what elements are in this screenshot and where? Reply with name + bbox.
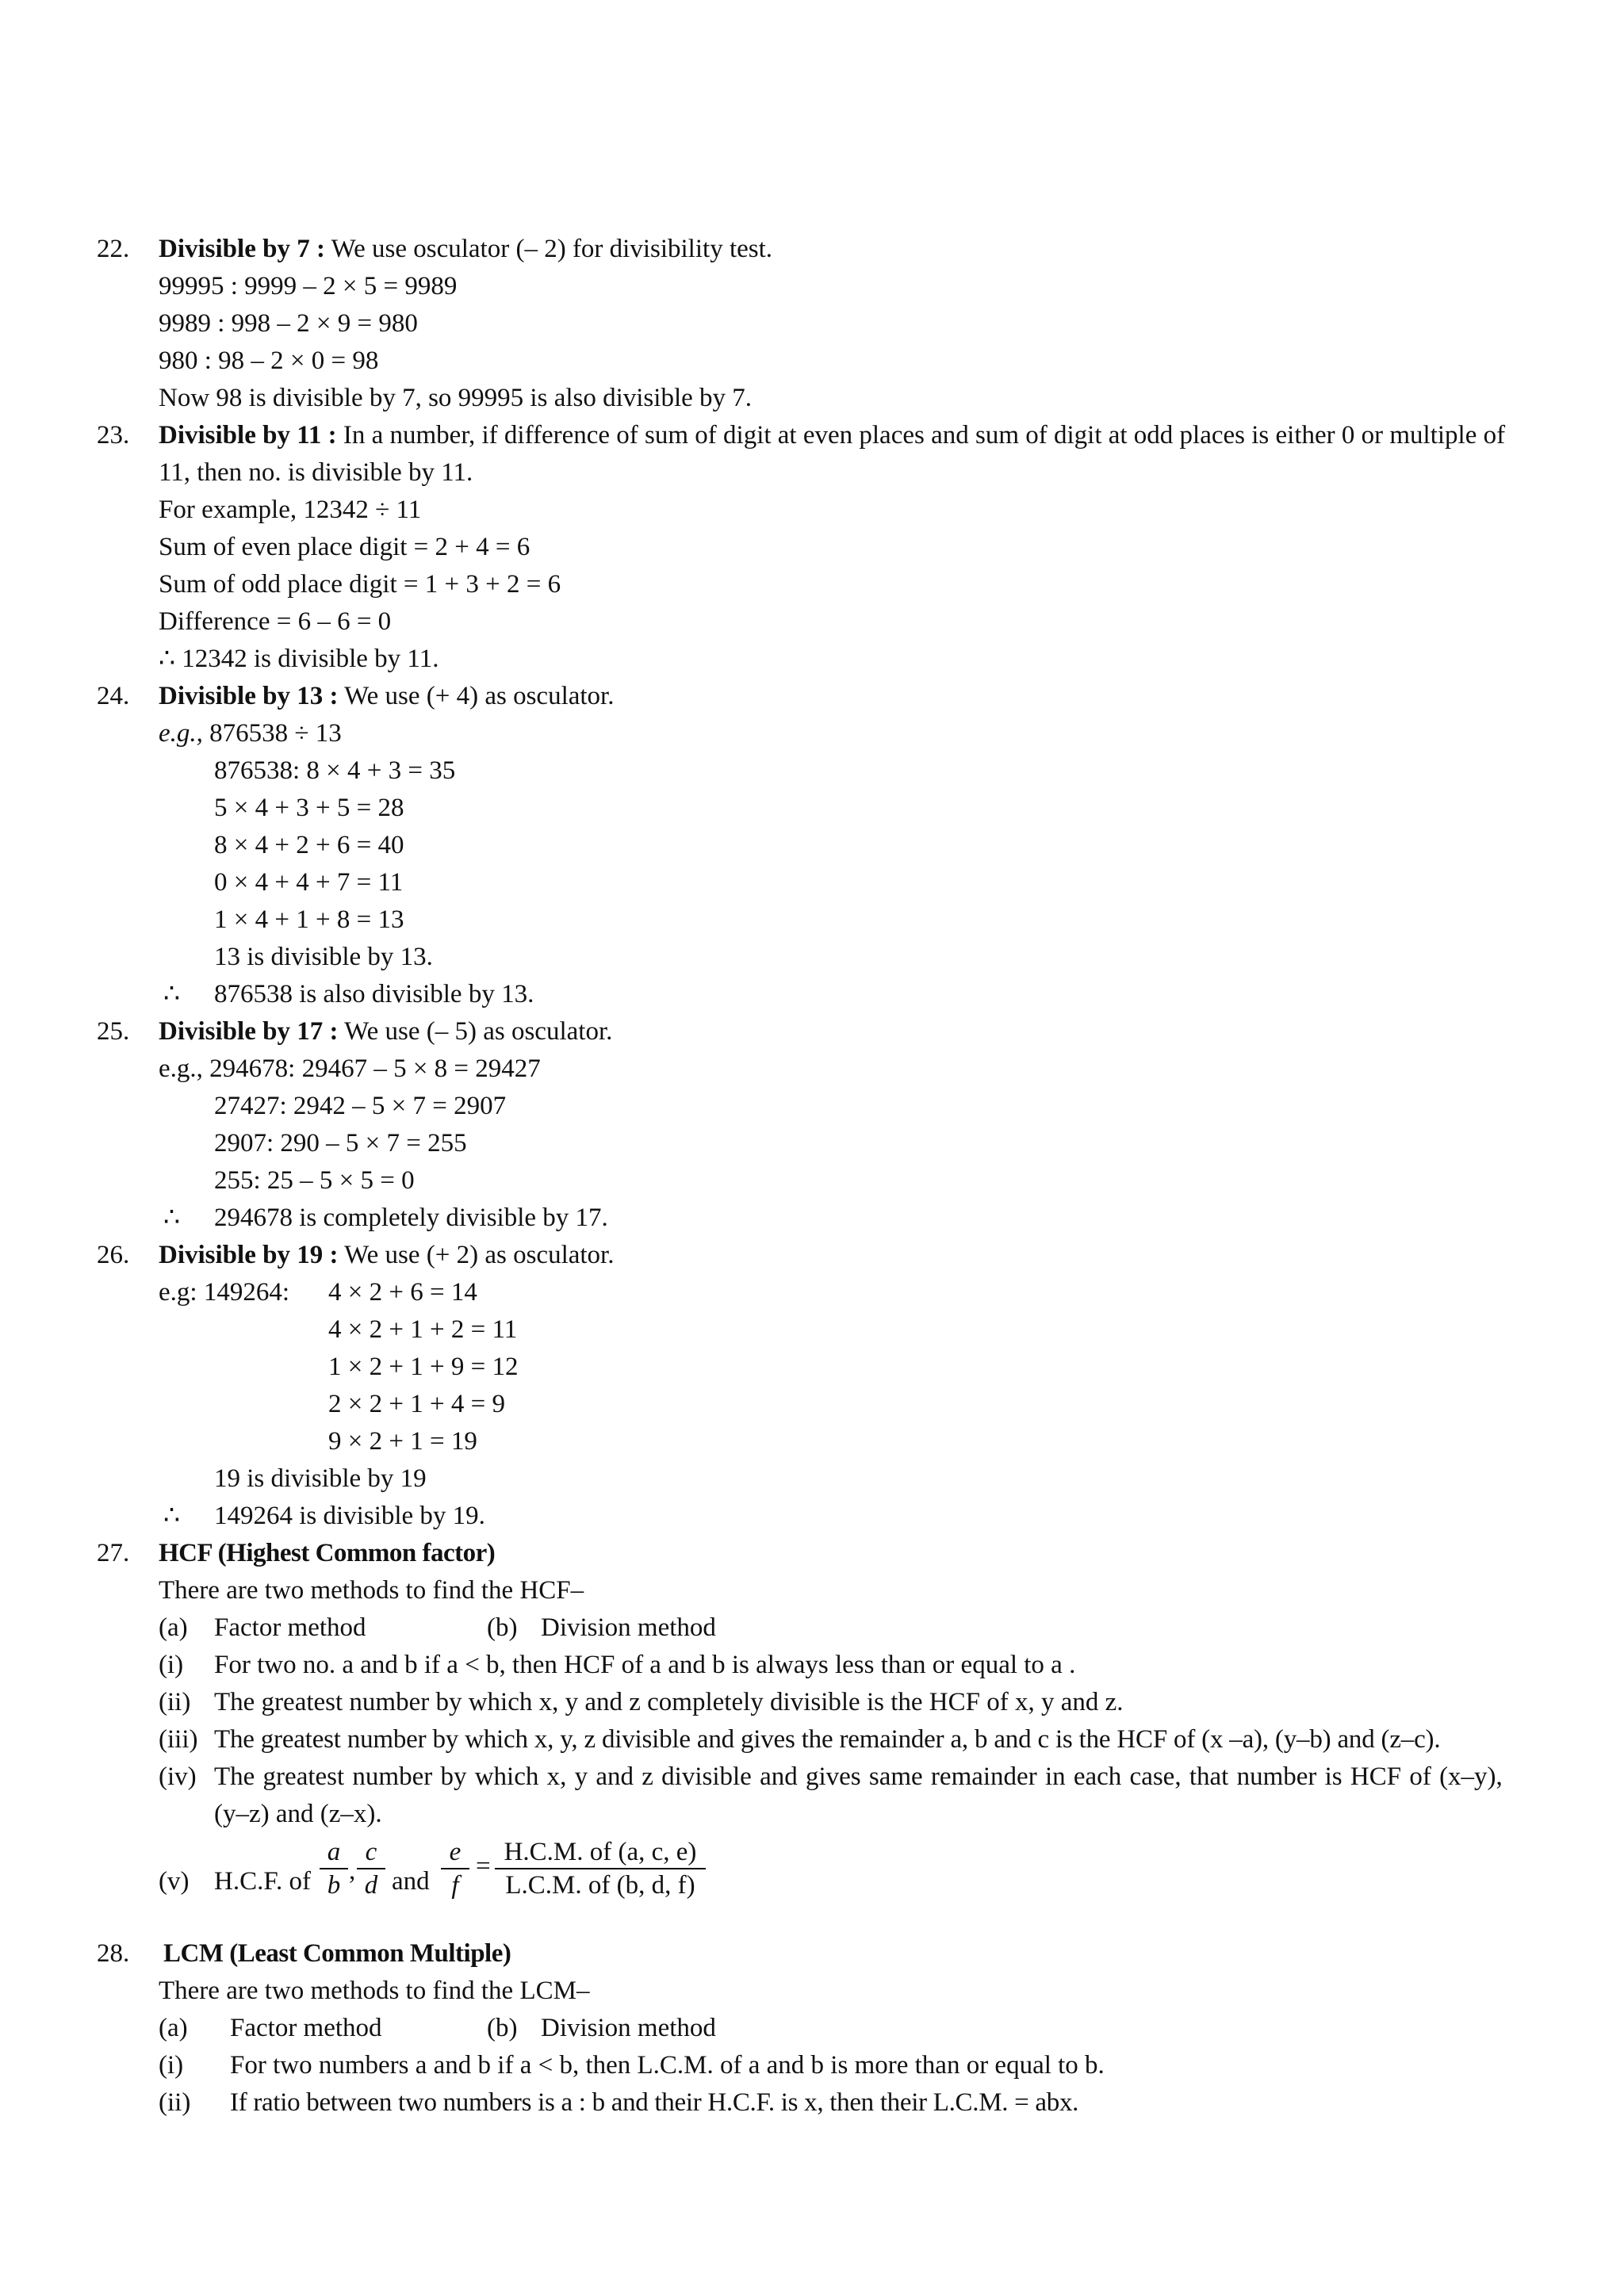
list-label: (ii) — [159, 2088, 191, 2117]
text-line: 19 is divisible by 19 — [214, 1464, 427, 1493]
conclusion-line: 294678 is completely divisible by 17. — [214, 1203, 608, 1232]
section-23-heading — [159, 419, 1505, 451]
list-text: The greatest number by which x, y and z completely divisible is the HCF of x, y and z. — [214, 1688, 1124, 1716]
text-line: There are two methods to find the HCF– — [159, 1576, 584, 1605]
item-number: 28. — [97, 1939, 130, 1968]
text-line: 1 × 2 + 1 + 9 = 12 — [328, 1353, 519, 1381]
text-line: 9 × 2 + 1 = 19 — [328, 1427, 477, 1456]
text-line: 255: 25 – 5 × 5 = 0 — [214, 1166, 415, 1195]
text-line: Sum of odd place digit = 1 + 3 + 2 = 6 — [159, 570, 561, 599]
list-text: Division method — [541, 2014, 716, 2042]
heading-bold: Divisible by 19 : — [159, 1241, 339, 1269]
list-text: Factor method — [230, 2014, 382, 2042]
fraction-e-over-f — [441, 1836, 469, 1901]
fraction-a-over-b — [320, 1836, 348, 1901]
text-line: 980 : 98 – 2 × 0 = 98 — [159, 346, 379, 375]
denominator: L.C.M. of (b, d, f) — [505, 1871, 695, 1900]
list-text: Division method — [541, 1613, 716, 1642]
text-line: 4 × 2 + 6 = 14 — [328, 1278, 477, 1307]
item-number: 25. — [97, 1017, 130, 1046]
heading-text: We use (– 5) as osculator. — [338, 1017, 613, 1046]
section-28-heading: LCM (Least Common Multiple) — [163, 1939, 511, 1968]
list-text: If ratio between two numbers is a : b and their H.C.F. is x, then their L.C.M. = abx. — [230, 2088, 1079, 2117]
fraction-c-over-d — [357, 1836, 385, 1901]
list-label: (v) — [159, 1867, 190, 1896]
section-24-heading — [159, 680, 614, 712]
denominator: d — [364, 1871, 378, 1900]
text-line: 8 × 4 + 2 + 6 = 40 — [214, 831, 404, 859]
item-number: 27. — [97, 1539, 130, 1567]
text-line: Sum of even place digit = 2 + 4 = 6 — [159, 533, 530, 561]
section-25-heading — [159, 1016, 612, 1047]
heading-bold: Divisible by 13 : — [159, 682, 339, 710]
list-label: (a) — [159, 1613, 188, 1642]
numerator: H.C.M. of (a, c, e) — [495, 1836, 706, 1869]
text-line: 27427: 2942 – 5 × 7 = 2907 — [214, 1092, 507, 1120]
item-number: 23. — [97, 421, 130, 450]
list-label: (a) — [159, 2014, 188, 2042]
text-line: Now 98 is divisible by 7, so 99995 is also divisible by 7. — [159, 384, 753, 412]
numerator: c — [357, 1836, 385, 1869]
text-line: 1 × 4 + 1 + 8 = 13 — [214, 905, 404, 934]
text-line: Difference = 6 – 6 = 0 — [159, 607, 392, 636]
list-label: (iv) — [159, 1762, 197, 1791]
example-line — [159, 718, 342, 749]
item-number: 22. — [97, 235, 130, 263]
list-label: (b) — [487, 1613, 518, 1642]
item-number: 24. — [97, 682, 130, 710]
heading-bold: Divisible by 11 : — [159, 421, 337, 450]
list-label: (i) — [159, 2051, 184, 2080]
comma: , — [349, 1857, 356, 1885]
heading-bold: Divisible by 7 : — [159, 235, 325, 263]
list-label: (iii) — [159, 1725, 198, 1754]
text-line: ∴ 12342 is divisible by 11. — [159, 645, 439, 673]
list-text: The greatest number by which x, y, z divisible and gives the remainder a, b and c is the HCF of (x –a), (y–b) and (z–c). — [214, 1725, 1441, 1754]
section-22-heading — [159, 233, 772, 265]
text-line: For example, 12342 ÷ 11 — [159, 496, 422, 524]
text-line: 876538: 8 × 4 + 3 = 35 — [214, 756, 456, 785]
list-text: Factor method — [214, 1613, 366, 1642]
text-line: 2 × 2 + 1 + 4 = 9 — [328, 1390, 505, 1418]
eg-label: e.g: 149264: — [159, 1278, 289, 1307]
eg-text: 876538 ÷ 13 — [202, 719, 342, 748]
list-text: The greatest number by which x, y and z divisible and gives same remainder in each case, that number is HCF of (x–y), — [214, 1762, 1503, 1791]
text-line: 11, then no. is divisible by 11. — [159, 458, 473, 487]
formula-prefix: H.C.F. of — [214, 1867, 312, 1896]
fraction-hcm-over-lcm — [495, 1836, 706, 1901]
example-line: e.g., 294678: 29467 – 5 × 8 = 29427 — [159, 1054, 541, 1083]
text-line: 9989 : 998 – 2 × 9 = 980 — [159, 309, 418, 338]
list-text: For two numbers a and b if a < b, then L.C.M. of a and b is more than or equal to b. — [230, 2051, 1105, 2080]
therefore-symbol: ∴ — [163, 1502, 180, 1530]
item-number: 26. — [97, 1241, 130, 1269]
list-label: (i) — [159, 1651, 184, 1679]
denominator: f — [451, 1871, 459, 1900]
therefore-symbol: ∴ — [163, 1203, 180, 1232]
text-line: There are two methods to find the LCM– — [159, 1976, 590, 2005]
text-line: 0 × 4 + 4 + 7 = 11 — [214, 868, 404, 897]
conclusion-line: 876538 is also divisible by 13. — [214, 980, 534, 1008]
eg-label: e.g., — [159, 719, 203, 748]
text-line: 2907: 290 – 5 × 7 = 255 — [214, 1129, 467, 1158]
list-text: (y–z) and (z–x). — [214, 1800, 382, 1828]
heading-text: We use osculator (– 2) for divisibility test. — [324, 235, 773, 263]
section-26-heading — [159, 1239, 614, 1271]
denominator: b — [327, 1871, 341, 1900]
text-line: 13 is divisible by 13. — [214, 943, 433, 971]
list-label: (ii) — [159, 1688, 191, 1716]
conclusion-line: 149264 is divisible by 19. — [214, 1502, 485, 1530]
equals-sign: = — [476, 1852, 491, 1881]
section-27-heading: HCF (Highest Common factor) — [159, 1539, 496, 1567]
numerator: e — [441, 1836, 469, 1869]
numerator: a — [320, 1836, 348, 1869]
text-line: 99995 : 9999 – 2 × 5 = 9989 — [159, 272, 458, 300]
text-line: 4 × 2 + 1 + 2 = 11 — [328, 1315, 518, 1344]
list-text: For two no. a and b if a < b, then HCF of a and b is always less than or equal to a . — [214, 1651, 1076, 1679]
heading-bold: Divisible by 17 : — [159, 1017, 339, 1046]
and-word: and — [392, 1867, 430, 1896]
list-label: (b) — [487, 2014, 518, 2042]
heading-text: We use (+ 4) as osculator. — [338, 682, 615, 710]
text-line: 5 × 4 + 3 + 5 = 28 — [214, 794, 404, 822]
heading-text: We use (+ 2) as osculator. — [338, 1241, 615, 1269]
heading-text: In a number, if difference of sum of digit at even places and sum of digit at odd places is either 0 or multiple of — [336, 421, 1506, 450]
therefore-symbol: ∴ — [163, 980, 180, 1008]
